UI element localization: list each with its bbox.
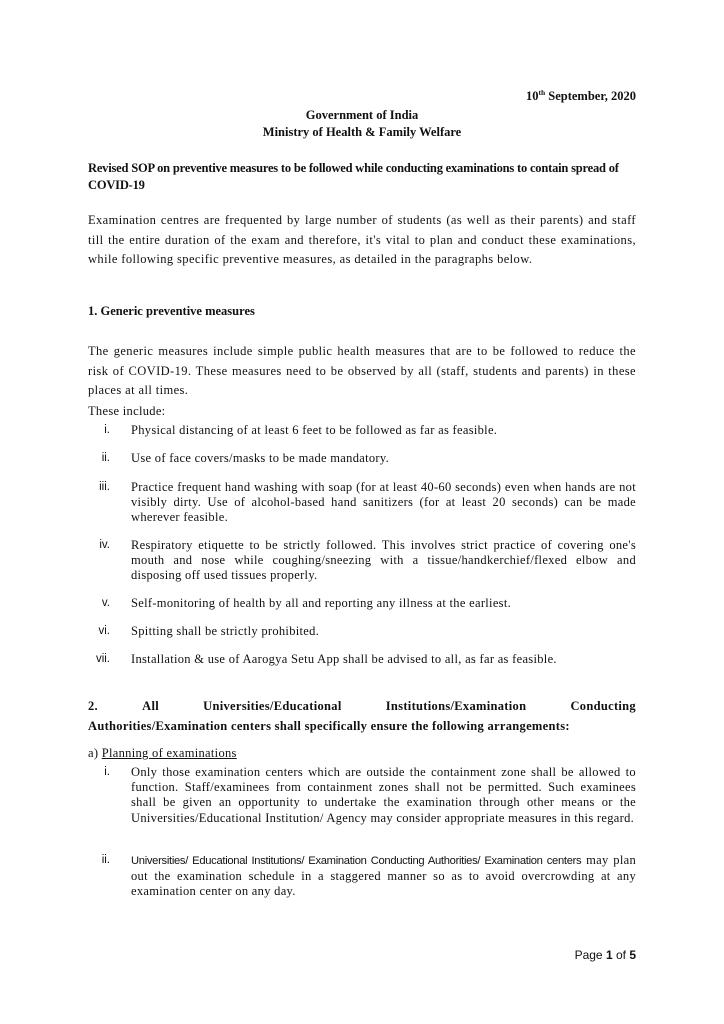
document-date: 10th September, 2020 (525, 88, 636, 104)
these-include-label: These include: (88, 404, 166, 418)
document-title: Revised SOP on preventive measures to be followed while conducting examinations to contain spread of COVID-19 (88, 161, 619, 192)
section2-heading-line1: 2. All Universities/Educational Institutions/Examination Conducting (88, 699, 636, 713)
page-number: Page 1 of 5 (574, 948, 636, 962)
section2-heading-line2: Authorities/Examination centers shall specifically ensure the following arrangements: (88, 719, 570, 733)
issuing-authority (88, 107, 636, 141)
government-line: Government of India (305, 108, 419, 122)
section1-paragraph: The generic measures include simple public health measures that are to be followed to reduce the risk of COVID-19. These measures need to be observed by all (staff, students and parents) in these places at all times. (88, 344, 636, 397)
intro-paragraph: Examination centres are frequented by large number of students (as well as their parents) and staff till the entire duration of the exam and therefore, it's vital to plan and conduct these examinations, while following specific preventive measures, as detailed in the paragraphs below. (88, 213, 636, 266)
ministry-line: Ministry of Health & Family Welfare (262, 125, 462, 139)
section2-heading (88, 696, 636, 736)
subsection-a-heading: a) Planning of examinations (88, 746, 237, 760)
section1-heading: 1. Generic preventive measures (88, 304, 255, 318)
document-page: 10th September, 2020 Government of India Ministry of Health & Family Welfare Revised SOP on preventive measures to be followed while conducting examinations to contain spread of COVID-19 Examination centres are frequented by large number of students (as well as their parents) and staff till the entire duration of the exam and therefore, it's vital to plan and conduct these examinations, while following specific preventive measures, as detailed in the paragraphs below. 1. Generic preventive measures The generic measures include simple public health measures that are to be followed to reduce the risk of COVID-19. These measures need to be observed by all (staff, students and parents) in these places at all times. These include: i. Physical distancing of at least 6 feet to be followed as far as feasible. ii. Use of face covers/masks to be made mandatory. iii. Practice frequent hand washing with soap (for at least 40-60 seconds) even when hands are not visibly dirty. Use of alcohol-based hand sanitizers (for at least 20 seconds) can be made wherever feasible. iv. Respiratory etiquette to be strictly followed. This involves strict practice of covering one's mouth and nose while coughing/sneezing with a tissue/handkerchief/flexed elbow and disposing off used tissues properly. v. Self-monitoring of health by all and reporting any illness at the earliest. vi. Spitting shall be strictly prohibited. vii. Installation & use of Aarogya Setu App shall be advised to all, as far as feasible. 2. All Universities/Educational Institutions/Examination Conducting Authorities/Examination centers shall specifically ensure the following arrangements: a) Planning of examinations i. Only those examination centers which are outside the containment zone shall be allowed to function. Staff/examinees from containment zones shall not be permitted. Such examinees shall be given an opportunity to undertake the examination through other means or the Universities/Educational Institution/ Agency may consider appropriate measures in this regard. ii. Universities/ Educational Institutions/ Examination Conducting Authorities/ Examination centers may plan out the examination schedule in a staggered manner so as to avoid overcrowding at any examination center on any day. Page 1 of 5 (88, 88, 637, 962)
